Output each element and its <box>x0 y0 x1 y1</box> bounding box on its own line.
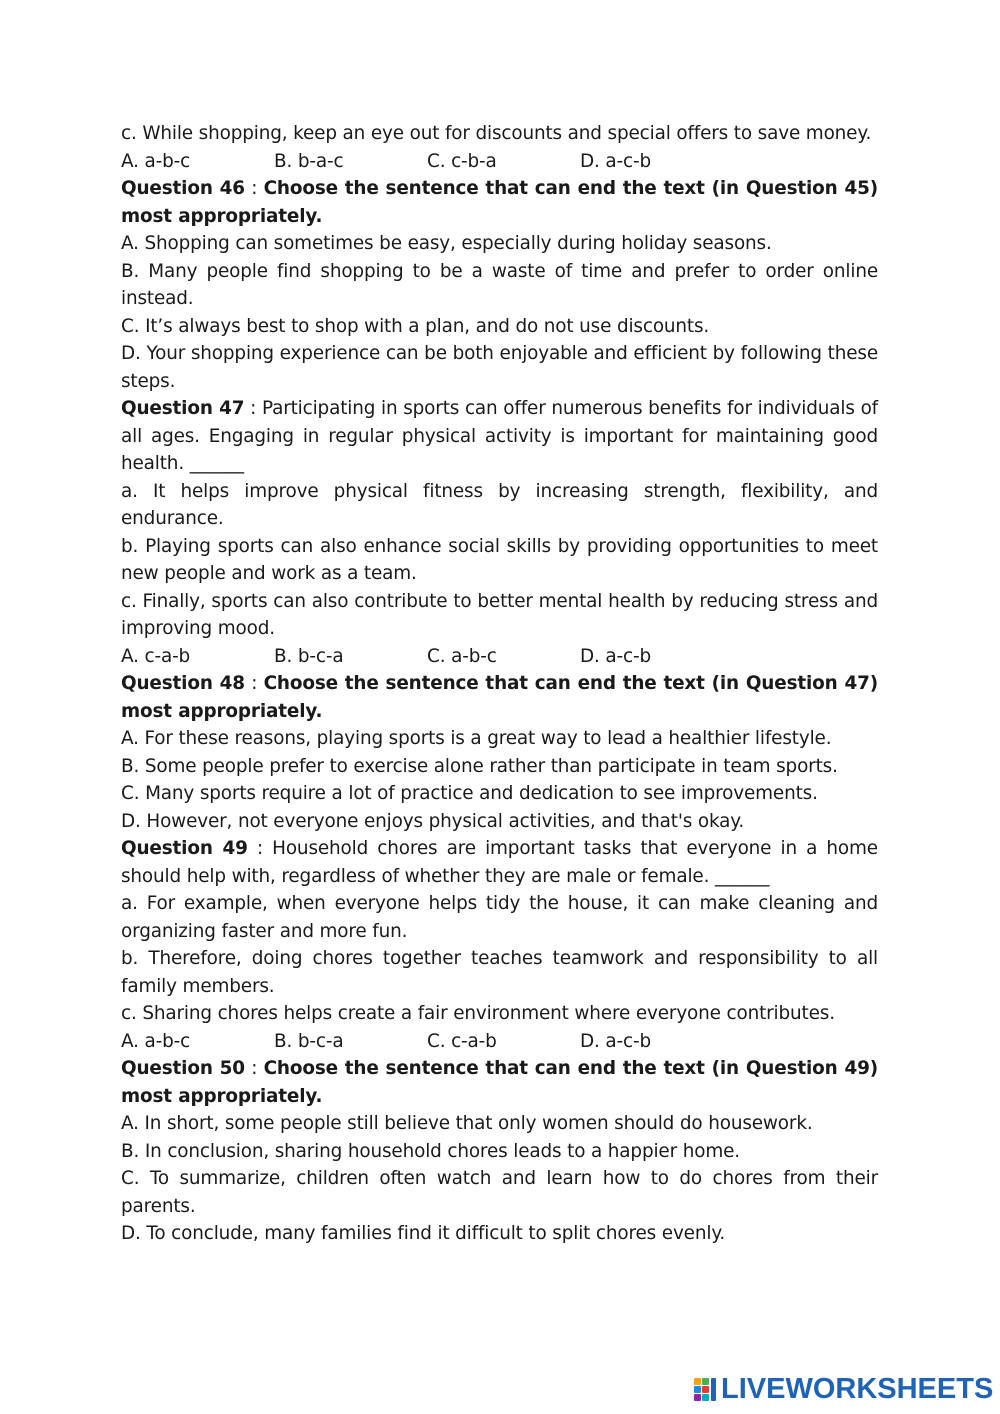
q50-heading <box>121 1055 878 1110</box>
q49-options <box>121 1028 878 1056</box>
option-c[interactable]: C. a-b-c <box>427 645 497 667</box>
question-separator: : <box>244 1058 264 1079</box>
option-c[interactable]: C. c-a-b <box>427 1030 497 1052</box>
option-a[interactable]: A. a-b-c <box>121 150 191 172</box>
q48-answer-a[interactable]: A. For these reasons, playing sports is a great way to lead a healthier lifestyle. <box>121 728 832 749</box>
q46-answer-d[interactable]: D. Your shopping experience can be both enjoyable and efficient by following these steps. <box>121 343 878 392</box>
q48-answer-c[interactable]: C. Many sports require a lot of practice and dedication to see improvements. <box>121 783 818 804</box>
question-prompt: Choose the sentence that can end the text (in Question 47) most appropriately. <box>121 673 878 722</box>
question-label: Question 47 <box>121 398 245 419</box>
q45-options <box>121 148 878 176</box>
question-text: Household chores are important tasks that everyone in a home should help with, regardless of whether they are male or female. ______ <box>121 838 878 887</box>
question-label: Question 49 <box>121 838 248 859</box>
option-d[interactable]: D. a-c-b <box>580 1030 651 1052</box>
option-b[interactable]: B. b-a-c <box>274 150 344 172</box>
liveworksheets-logo[interactable] <box>693 1373 993 1405</box>
q45-item-c: c. While shopping, keep an eye out for discounts and special offers to save money. <box>121 123 872 144</box>
q48-answer-d[interactable]: D. However, not everyone enjoys physical activities, and that's okay. <box>121 810 745 832</box>
q47-options <box>121 643 878 671</box>
q48-heading <box>121 670 878 725</box>
question-label: Question 46 <box>121 178 245 199</box>
q47-heading <box>121 395 878 478</box>
question-label: Question 48 <box>121 673 245 694</box>
question-text: Participating in sports can offer numerous benefits for individuals of all ages. Engaging in regular physical activity is important for maintaining good health. ______ <box>121 398 878 474</box>
worksheet-content <box>121 120 878 1248</box>
option-b[interactable]: B. b-c-a <box>274 1030 344 1052</box>
q46-heading <box>121 175 878 230</box>
question-separator: : <box>244 178 264 199</box>
question-label: Question 50 <box>121 1058 245 1079</box>
q48-answer-b[interactable]: B. Some people prefer to exercise alone rather than participate in team sports. <box>121 755 838 777</box>
option-d[interactable]: D. a-c-b <box>580 645 651 667</box>
q47-item-b: b. Playing sports can also enhance social skills by providing opportunities to meet new people and work as a team. <box>121 535 878 584</box>
q50-answer-b[interactable]: B. In conclusion, sharing household chores leads to a happier home. <box>121 1140 740 1162</box>
option-c[interactable]: C. c-b-a <box>427 150 497 172</box>
q49-item-c: c. Sharing chores helps create a fair environment where everyone contributes. <box>121 1003 835 1024</box>
q50-answer-c[interactable]: C. To summarize, children often watch and learn how to do chores from their parents. <box>121 1168 878 1217</box>
question-separator: : <box>244 673 264 694</box>
question-prompt: Choose the sentence that can end the text (in Question 45) most appropriately. <box>121 178 878 227</box>
q50-answer-d[interactable]: D. To conclude, many families find it difficult to split chores evenly. <box>121 1223 726 1244</box>
q49-item-a: a. For example, when everyone helps tidy the house, it can make cleaning and organizing faster and more fun. <box>121 893 878 942</box>
q47-item-a: a. It helps improve physical fitness by increasing strength, flexibility, and endurance. <box>121 480 878 529</box>
q46-answer-c[interactable]: C. It’s always best to shop with a plan, and do not use discounts. <box>121 315 710 337</box>
q47-item-c: c. Finally, sports can also contribute to better mental health by reducing stress and improving mood. <box>121 590 878 639</box>
q46-answer-b[interactable]: B. Many people find shopping to be a waste of time and prefer to order online instead. <box>121 260 878 309</box>
q49-item-b: b. Therefore, doing chores together teaches teamwork and responsibility to all family members. <box>121 948 878 997</box>
question-prompt: Choose the sentence that can end the text (in Question 49) most appropriately. <box>121 1058 878 1107</box>
option-a[interactable]: A. c-a-b <box>121 645 191 667</box>
option-d[interactable]: D. a-c-b <box>580 150 651 172</box>
q46-answer-a[interactable]: A. Shopping can sometimes be easy, especially during holiday seasons. <box>121 233 772 254</box>
brand-name: LIVEWORKSHEETS <box>721 1372 994 1405</box>
option-a[interactable]: A. a-b-c <box>121 1030 191 1052</box>
question-separator: : <box>244 398 262 419</box>
q49-heading <box>121 835 878 890</box>
liveworksheets-logo-icon <box>693 1376 719 1402</box>
q50-answer-a[interactable]: A. In short, some people still believe that only women should do housework. <box>121 1113 813 1134</box>
option-b[interactable]: B. b-c-a <box>274 645 344 667</box>
question-separator: : <box>247 838 273 859</box>
